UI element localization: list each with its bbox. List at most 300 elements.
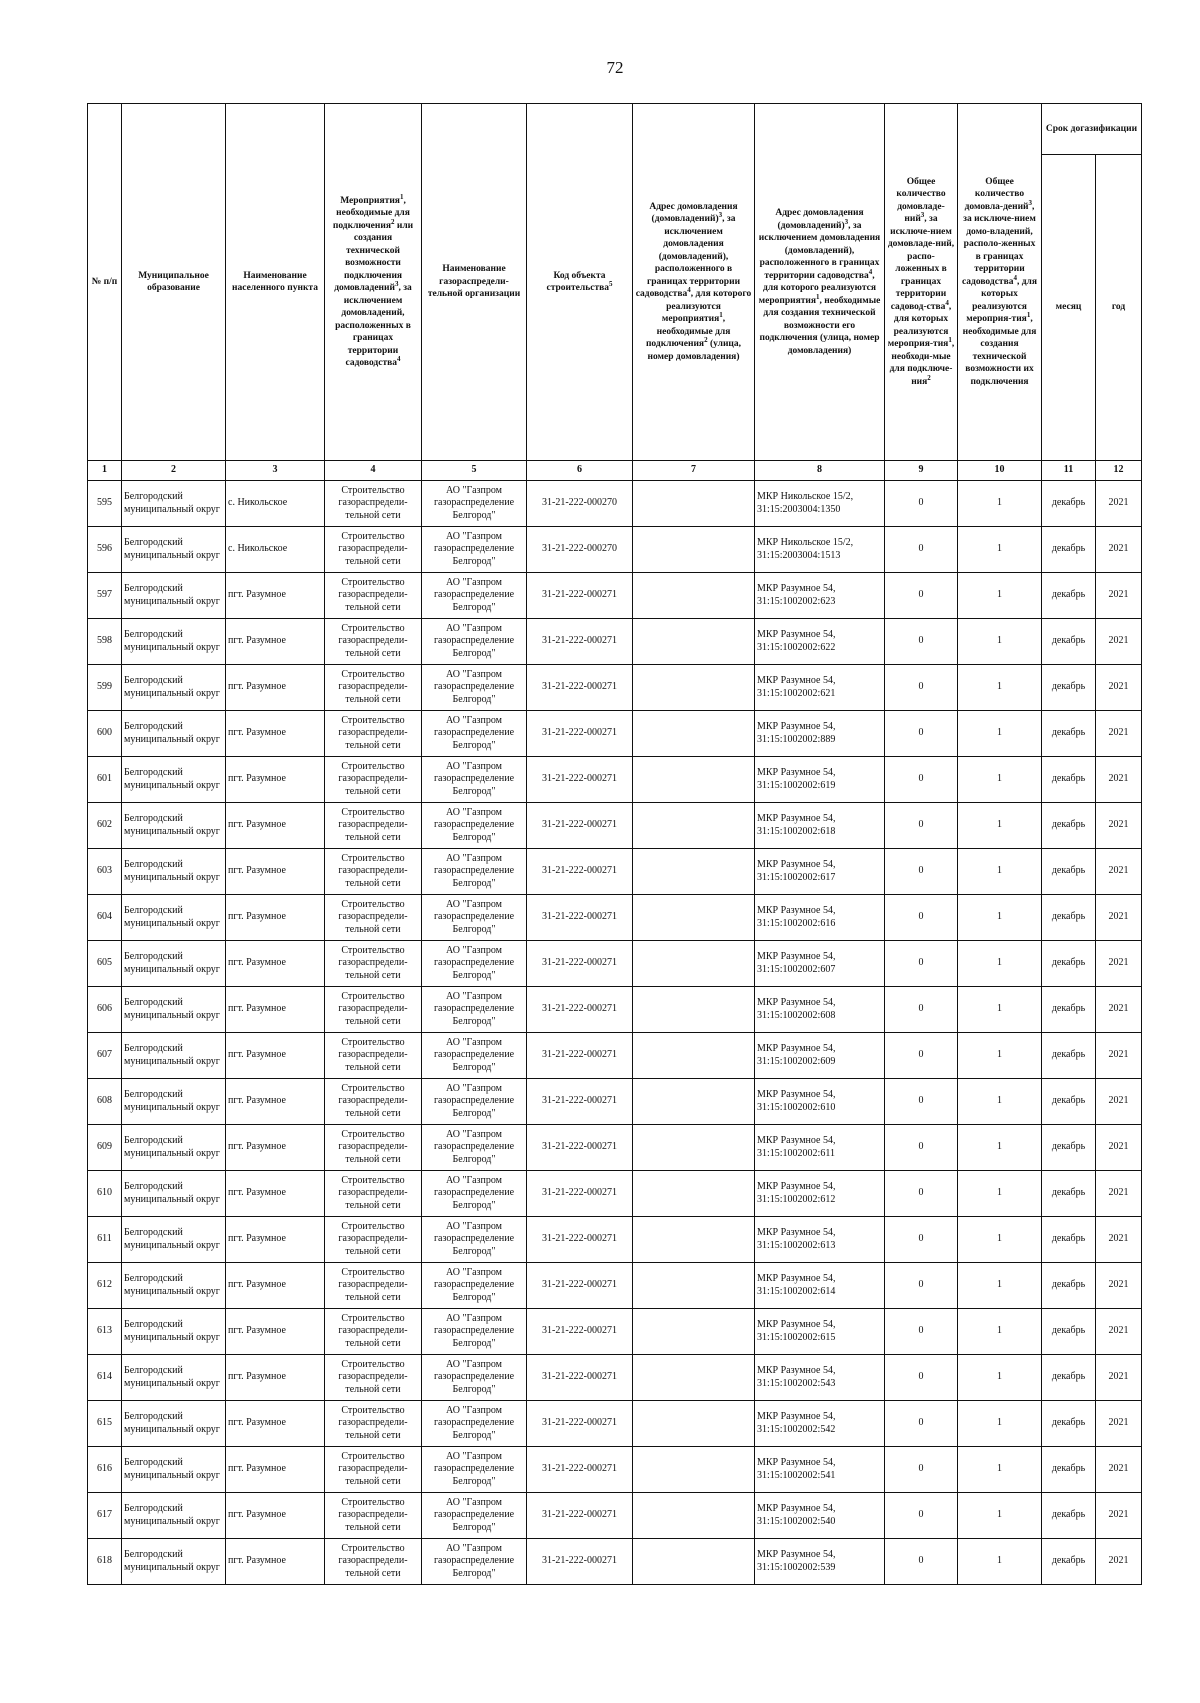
municipality-cell: Белгородский муниципальный округ <box>122 1539 226 1585</box>
total-connection-cell: 0 <box>885 1217 958 1263</box>
year-cell: 2021 <box>1096 1309 1142 1355</box>
municipality-cell: Белгородский муниципальный округ <box>122 527 226 573</box>
month-cell: декабрь <box>1042 619 1096 665</box>
object-code-cell: 31-21-222-000271 <box>527 1309 633 1355</box>
settlement-cell: пгт. Разумное <box>226 1355 325 1401</box>
organization-cell: АО "Газпром газораспределение Белгород" <box>422 665 527 711</box>
address-capability-cell: МКР Разумное 54, 31:15:1002002:617 <box>755 849 885 895</box>
measure-cell: Строительство газораспредели-тельной сети <box>325 665 422 711</box>
header-measure: Мероприятия$^1$, необходимые для подключения$^2$ или создания технической возможности подключения домовладений$^3$, за исключением домовладений, расположенных в границах территории садоводства$^4$ <box>325 104 422 461</box>
table-row <box>88 941 1142 987</box>
table-row <box>88 1447 1142 1493</box>
address-capability-cell: МКР Разумное 54, 31:15:1002002:614 <box>755 1263 885 1309</box>
address-capability-cell: МКР Разумное 54, 31:15:1002002:543 <box>755 1355 885 1401</box>
row-number: 600 <box>88 711 122 757</box>
organization-cell: АО "Газпром газораспределение Белгород" <box>422 1171 527 1217</box>
object-code-cell: 31-21-222-000271 <box>527 573 633 619</box>
address-connection-cell <box>633 1079 755 1125</box>
address-capability-cell: МКР Разумное 54, 31:15:1002002:621 <box>755 665 885 711</box>
year-cell: 2021 <box>1096 665 1142 711</box>
object-code-cell: 31-21-222-000271 <box>527 849 633 895</box>
address-connection-cell <box>633 527 755 573</box>
table-row <box>88 619 1142 665</box>
month-cell: декабрь <box>1042 1125 1096 1171</box>
municipality-cell: Белгородский муниципальный округ <box>122 1493 226 1539</box>
measure-cell: Строительство газораспредели-тельной сети <box>325 1171 422 1217</box>
municipality-cell: Белгородский муниципальный округ <box>122 481 226 527</box>
measure-cell: Строительство газораспредели-тельной сети <box>325 1401 422 1447</box>
total-connection-cell: 0 <box>885 573 958 619</box>
address-connection-cell <box>633 573 755 619</box>
municipality-cell: Белгородский муниципальный округ <box>122 1171 226 1217</box>
row-number: 615 <box>88 1401 122 1447</box>
address-connection-cell <box>633 1217 755 1263</box>
municipality-cell: Белгородский муниципальный округ <box>122 1355 226 1401</box>
total-capability-cell: 1 <box>958 711 1042 757</box>
total-capability-cell: 1 <box>958 619 1042 665</box>
settlement-cell: пгт. Разумное <box>226 1079 325 1125</box>
total-capability-cell: 1 <box>958 895 1042 941</box>
total-capability-cell: 1 <box>958 1309 1042 1355</box>
column-number: 1 <box>88 461 122 481</box>
address-connection-cell <box>633 1171 755 1217</box>
month-cell: декабрь <box>1042 941 1096 987</box>
address-capability-cell: МКР Разумное 54, 31:15:1002002:622 <box>755 619 885 665</box>
organization-cell: АО "Газпром газораспределение Белгород" <box>422 573 527 619</box>
row-number: 618 <box>88 1539 122 1585</box>
year-cell: 2021 <box>1096 1539 1142 1585</box>
month-cell: декабрь <box>1042 757 1096 803</box>
total-connection-cell: 0 <box>885 711 958 757</box>
month-cell: декабрь <box>1042 665 1096 711</box>
organization-cell: АО "Газпром газораспределение Белгород" <box>422 1125 527 1171</box>
month-cell: декабрь <box>1042 481 1096 527</box>
year-cell: 2021 <box>1096 1033 1142 1079</box>
row-number: 606 <box>88 987 122 1033</box>
municipality-cell: Белгородский муниципальный округ <box>122 803 226 849</box>
row-number: 614 <box>88 1355 122 1401</box>
table-row <box>88 987 1142 1033</box>
month-cell: декабрь <box>1042 1263 1096 1309</box>
total-capability-cell: 1 <box>958 941 1042 987</box>
total-capability-cell: 1 <box>958 665 1042 711</box>
address-capability-cell: МКР Разумное 54, 31:15:1002002:618 <box>755 803 885 849</box>
total-connection-cell: 0 <box>885 1539 958 1585</box>
settlement-cell: пгт. Разумное <box>226 1125 325 1171</box>
month-cell: декабрь <box>1042 1539 1096 1585</box>
address-connection-cell <box>633 481 755 527</box>
address-connection-cell <box>633 803 755 849</box>
object-code-cell: 31-21-222-000271 <box>527 1033 633 1079</box>
address-capability-cell: МКР Разумное 54, 31:15:1002002:539 <box>755 1539 885 1585</box>
organization-cell: АО "Газпром газораспределение Белгород" <box>422 757 527 803</box>
table-row <box>88 1033 1142 1079</box>
address-capability-cell: МКР Разумное 54, 31:15:1002002:610 <box>755 1079 885 1125</box>
total-capability-cell: 1 <box>958 1171 1042 1217</box>
measure-cell: Строительство газораспредели-тельной сети <box>325 1493 422 1539</box>
column-number: 11 <box>1042 461 1096 481</box>
table-row <box>88 1079 1142 1125</box>
organization-cell: АО "Газпром газораспределение Белгород" <box>422 1309 527 1355</box>
address-capability-cell: МКР Разумное 54, 31:15:1002002:615 <box>755 1309 885 1355</box>
address-connection-cell <box>633 895 755 941</box>
year-cell: 2021 <box>1096 481 1142 527</box>
total-capability-cell: 1 <box>958 1263 1042 1309</box>
month-cell: декабрь <box>1042 1171 1096 1217</box>
address-connection-cell <box>633 1125 755 1171</box>
year-cell: 2021 <box>1096 1217 1142 1263</box>
municipality-cell: Белгородский муниципальный округ <box>122 1309 226 1355</box>
row-number: 611 <box>88 1217 122 1263</box>
total-connection-cell: 0 <box>885 803 958 849</box>
object-code-cell: 31-21-222-000271 <box>527 711 633 757</box>
table-row <box>88 1125 1142 1171</box>
municipality-cell: Белгородский муниципальный округ <box>122 665 226 711</box>
header-address-capability: Адрес домовладения (домовладений)$^3$, за исключением домовладения (домовладений), расположенного в границах территории садоводства$^4$, для которого реализуются мероприятия$^1$, необходимые для создания технической возможности его подключения (улица, номер домовладения) <box>755 104 885 461</box>
year-cell: 2021 <box>1096 987 1142 1033</box>
column-number: 4 <box>325 461 422 481</box>
object-code-cell: 31-21-222-000271 <box>527 1355 633 1401</box>
settlement-cell: пгт. Разумное <box>226 895 325 941</box>
table-row <box>88 481 1142 527</box>
table-row <box>88 1171 1142 1217</box>
total-capability-cell: 1 <box>958 573 1042 619</box>
measure-cell: Строительство газораспредели-тельной сети <box>325 1217 422 1263</box>
table-row <box>88 665 1142 711</box>
header-year: год <box>1096 155 1142 461</box>
measure-cell: Строительство газораспредели-тельной сети <box>325 481 422 527</box>
year-cell: 2021 <box>1096 527 1142 573</box>
row-number: 609 <box>88 1125 122 1171</box>
year-cell: 2021 <box>1096 757 1142 803</box>
settlement-cell: пгт. Разумное <box>226 1309 325 1355</box>
address-capability-cell: МКР Никольское 15/2, 31:15:2003004:1350 <box>755 481 885 527</box>
table-header <box>88 104 1142 481</box>
object-code-cell: 31-21-222-000271 <box>527 803 633 849</box>
total-capability-cell: 1 <box>958 757 1042 803</box>
row-number: 598 <box>88 619 122 665</box>
address-capability-cell: МКР Разумное 54, 31:15:1002002:542 <box>755 1401 885 1447</box>
organization-cell: АО "Газпром газораспределение Белгород" <box>422 527 527 573</box>
address-capability-cell: МКР Разумное 54, 31:15:1002002:612 <box>755 1171 885 1217</box>
settlement-cell: пгт. Разумное <box>226 573 325 619</box>
address-connection-cell <box>633 1309 755 1355</box>
year-cell: 2021 <box>1096 573 1142 619</box>
header-total-connection: Общее количество домовладе-ний$^3$, за исключе-нием домовладе-ний, распо-ложенных в границах территории садовод-ства$^4$, для которых реализуются мероприя-тия$^1$, необходи-мые для подключе-ния$^2$ <box>885 104 958 461</box>
total-capability-cell: 1 <box>958 527 1042 573</box>
total-capability-cell: 1 <box>958 1447 1042 1493</box>
row-number: 597 <box>88 573 122 619</box>
year-cell: 2021 <box>1096 849 1142 895</box>
measure-cell: Строительство газораспредели-тельной сети <box>325 1539 422 1585</box>
settlement-cell: пгт. Разумное <box>226 619 325 665</box>
page-number: 72 <box>606 58 624 77</box>
measure-cell: Строительство газораспредели-тельной сети <box>325 1125 422 1171</box>
object-code-cell: 31-21-222-000271 <box>527 1263 633 1309</box>
municipality-cell: Белгородский муниципальный округ <box>122 987 226 1033</box>
municipality-cell: Белгородский муниципальный округ <box>122 1079 226 1125</box>
object-code-cell: 31-21-222-000271 <box>527 1447 633 1493</box>
address-capability-cell: МКР Никольское 15/2, 31:15:2003004:1513 <box>755 527 885 573</box>
year-cell: 2021 <box>1096 941 1142 987</box>
settlement-cell: пгт. Разумное <box>226 987 325 1033</box>
month-cell: декабрь <box>1042 987 1096 1033</box>
municipality-cell: Белгородский муниципальный округ <box>122 941 226 987</box>
address-capability-cell: МКР Разумное 54, 31:15:1002002:608 <box>755 987 885 1033</box>
year-cell: 2021 <box>1096 1355 1142 1401</box>
table-row <box>88 757 1142 803</box>
address-connection-cell <box>633 711 755 757</box>
address-capability-cell: МКР Разумное 54, 31:15:1002002:607 <box>755 941 885 987</box>
measure-cell: Строительство газораспредели-тельной сети <box>325 987 422 1033</box>
row-number: 595 <box>88 481 122 527</box>
table-row <box>88 527 1142 573</box>
settlement-cell: пгт. Разумное <box>226 941 325 987</box>
address-connection-cell <box>633 987 755 1033</box>
object-code-cell: 31-21-222-000271 <box>527 987 633 1033</box>
object-code-cell: 31-21-222-000271 <box>527 895 633 941</box>
month-cell: декабрь <box>1042 1355 1096 1401</box>
object-code-cell: 31-21-222-000271 <box>527 1539 633 1585</box>
total-connection-cell: 0 <box>885 1079 958 1125</box>
total-capability-cell: 1 <box>958 1493 1042 1539</box>
settlement-cell: пгт. Разумное <box>226 1217 325 1263</box>
settlement-cell: пгт. Разумное <box>226 757 325 803</box>
total-connection-cell: 0 <box>885 1171 958 1217</box>
total-connection-cell: 0 <box>885 1033 958 1079</box>
address-connection-cell <box>633 941 755 987</box>
month-cell: декабрь <box>1042 895 1096 941</box>
object-code-cell: 31-21-222-000270 <box>527 481 633 527</box>
address-capability-cell: МКР Разумное 54, 31:15:1002002:540 <box>755 1493 885 1539</box>
header-month: месяц <box>1042 155 1096 461</box>
table-row <box>88 1309 1142 1355</box>
row-number: 613 <box>88 1309 122 1355</box>
year-cell: 2021 <box>1096 1493 1142 1539</box>
organization-cell: АО "Газпром газораспределение Белгород" <box>422 849 527 895</box>
table-row <box>88 895 1142 941</box>
measure-cell: Строительство газораспредели-тельной сети <box>325 1079 422 1125</box>
municipality-cell: Белгородский муниципальный округ <box>122 573 226 619</box>
total-connection-cell: 0 <box>885 941 958 987</box>
measure-cell: Строительство газораспредели-тельной сети <box>325 527 422 573</box>
total-capability-cell: 1 <box>958 1079 1042 1125</box>
object-code-cell: 31-21-222-000271 <box>527 941 633 987</box>
year-cell: 2021 <box>1096 711 1142 757</box>
row-number: 607 <box>88 1033 122 1079</box>
settlement-cell: пгт. Разумное <box>226 1493 325 1539</box>
municipality-cell: Белгородский муниципальный округ <box>122 1401 226 1447</box>
address-capability-cell: МКР Разумное 54, 31:15:1002002:619 <box>755 757 885 803</box>
address-connection-cell <box>633 849 755 895</box>
measure-cell: Строительство газораспредели-тельной сети <box>325 757 422 803</box>
organization-cell: АО "Газпром газораспределение Белгород" <box>422 1263 527 1309</box>
year-cell: 2021 <box>1096 1263 1142 1309</box>
measure-cell: Строительство газораспредели-тельной сети <box>325 1309 422 1355</box>
month-cell: декабрь <box>1042 1447 1096 1493</box>
table-row <box>88 711 1142 757</box>
column-number: 10 <box>958 461 1042 481</box>
header-settlement: Наименование населенного пункта <box>226 104 325 461</box>
total-connection-cell: 0 <box>885 1355 958 1401</box>
month-cell: декабрь <box>1042 711 1096 757</box>
total-connection-cell: 0 <box>885 987 958 1033</box>
object-code-cell: 31-21-222-000270 <box>527 527 633 573</box>
organization-cell: АО "Газпром газораспределение Белгород" <box>422 987 527 1033</box>
year-cell: 2021 <box>1096 803 1142 849</box>
municipality-cell: Белгородский муниципальный округ <box>122 1217 226 1263</box>
object-code-cell: 31-21-222-000271 <box>527 1171 633 1217</box>
address-connection-cell <box>633 619 755 665</box>
organization-cell: АО "Газпром газораспределение Белгород" <box>422 941 527 987</box>
table-row <box>88 849 1142 895</box>
organization-cell: АО "Газпром газораспределение Белгород" <box>422 1493 527 1539</box>
municipality-cell: Белгородский муниципальный округ <box>122 1125 226 1171</box>
address-connection-cell <box>633 1033 755 1079</box>
total-capability-cell: 1 <box>958 1033 1042 1079</box>
month-cell: декабрь <box>1042 1493 1096 1539</box>
column-number: 5 <box>422 461 527 481</box>
row-number: 610 <box>88 1171 122 1217</box>
total-connection-cell: 0 <box>885 1447 958 1493</box>
total-connection-cell: 0 <box>885 1401 958 1447</box>
year-cell: 2021 <box>1096 1447 1142 1493</box>
column-number: 8 <box>755 461 885 481</box>
settlement-cell: пгт. Разумное <box>226 1263 325 1309</box>
row-number: 596 <box>88 527 122 573</box>
settlement-cell: пгт. Разумное <box>226 1539 325 1585</box>
total-connection-cell: 0 <box>885 757 958 803</box>
measure-cell: Строительство газораспредели-тельной сети <box>325 895 422 941</box>
municipality-cell: Белгородский муниципальный округ <box>122 757 226 803</box>
address-connection-cell <box>633 1539 755 1585</box>
month-cell: декабрь <box>1042 1217 1096 1263</box>
object-code-cell: 31-21-222-000271 <box>527 1401 633 1447</box>
total-capability-cell: 1 <box>958 987 1042 1033</box>
header-deadline: Срок догазификации <box>1042 104 1142 155</box>
row-number: 603 <box>88 849 122 895</box>
total-capability-cell: 1 <box>958 1539 1042 1585</box>
settlement-cell: пгт. Разумное <box>226 1447 325 1493</box>
settlement-cell: пгт. Разумное <box>226 711 325 757</box>
address-capability-cell: МКР Разумное 54, 31:15:1002002:611 <box>755 1125 885 1171</box>
year-cell: 2021 <box>1096 619 1142 665</box>
table-row <box>88 1539 1142 1585</box>
row-number: 608 <box>88 1079 122 1125</box>
column-number: 9 <box>885 461 958 481</box>
table-row <box>88 1263 1142 1309</box>
total-connection-cell: 0 <box>885 1263 958 1309</box>
settlement-cell: пгт. Разумное <box>226 665 325 711</box>
settlement-cell: с. Никольское <box>226 527 325 573</box>
total-connection-cell: 0 <box>885 1125 958 1171</box>
column-number: 3 <box>226 461 325 481</box>
measure-cell: Строительство газораспредели-тельной сети <box>325 803 422 849</box>
row-number: 601 <box>88 757 122 803</box>
measure-cell: Строительство газораспредели-тельной сети <box>325 1263 422 1309</box>
object-code-cell: 31-21-222-000271 <box>527 1079 633 1125</box>
row-number: 612 <box>88 1263 122 1309</box>
header-num: № п/п <box>88 104 122 461</box>
organization-cell: АО "Газпром газораспределение Белгород" <box>422 1401 527 1447</box>
address-connection-cell <box>633 1447 755 1493</box>
total-connection-cell: 0 <box>885 619 958 665</box>
column-number-row <box>88 461 1142 481</box>
row-number: 599 <box>88 665 122 711</box>
measure-cell: Строительство газораспредели-тельной сети <box>325 1447 422 1493</box>
settlement-cell: пгт. Разумное <box>226 1401 325 1447</box>
address-connection-cell <box>633 1493 755 1539</box>
gasification-table <box>87 103 1142 1585</box>
row-number: 605 <box>88 941 122 987</box>
table-row <box>88 1217 1142 1263</box>
row-number: 616 <box>88 1447 122 1493</box>
total-connection-cell: 0 <box>885 849 958 895</box>
address-connection-cell <box>633 1263 755 1309</box>
municipality-cell: Белгородский муниципальный округ <box>122 1263 226 1309</box>
settlement-cell: пгт. Разумное <box>226 1171 325 1217</box>
organization-cell: АО "Газпром газораспределение Белгород" <box>422 711 527 757</box>
address-connection-cell <box>633 757 755 803</box>
settlement-cell: с. Никольское <box>226 481 325 527</box>
month-cell: декабрь <box>1042 849 1096 895</box>
settlement-cell: пгт. Разумное <box>226 1033 325 1079</box>
year-cell: 2021 <box>1096 1171 1142 1217</box>
header-address-connection: Адрес домовладения (домовладений)$^3$, за исключением домовладения (домовладений), расположенного в границах территории садоводства$^4$, для которого реализуются мероприятия$^1$, необходимые для подключения$^2$ (улица, номер домовладения) <box>633 104 755 461</box>
total-connection-cell: 0 <box>885 481 958 527</box>
row-number: 602 <box>88 803 122 849</box>
total-capability-cell: 1 <box>958 1401 1042 1447</box>
table-row <box>88 1493 1142 1539</box>
year-cell: 2021 <box>1096 1125 1142 1171</box>
address-capability-cell: МКР Разумное 54, 31:15:1002002:616 <box>755 895 885 941</box>
year-cell: 2021 <box>1096 1401 1142 1447</box>
total-connection-cell: 0 <box>885 1309 958 1355</box>
total-connection-cell: 0 <box>885 665 958 711</box>
year-cell: 2021 <box>1096 895 1142 941</box>
address-capability-cell: МКР Разумное 54, 31:15:1002002:541 <box>755 1447 885 1493</box>
measure-cell: Строительство газораспредели-тельной сети <box>325 573 422 619</box>
municipality-cell: Белгородский муниципальный округ <box>122 1447 226 1493</box>
total-capability-cell: 1 <box>958 803 1042 849</box>
month-cell: декабрь <box>1042 1401 1096 1447</box>
measure-cell: Строительство газораспредели-тельной сети <box>325 849 422 895</box>
table-row <box>88 573 1142 619</box>
address-connection-cell <box>633 1401 755 1447</box>
total-connection-cell: 0 <box>885 527 958 573</box>
header-municipality: Муниципальное образование <box>122 104 226 461</box>
settlement-cell: пгт. Разумное <box>226 803 325 849</box>
total-capability-cell: 1 <box>958 1355 1042 1401</box>
measure-cell: Строительство газораспредели-тельной сети <box>325 619 422 665</box>
object-code-cell: 31-21-222-000271 <box>527 665 633 711</box>
total-capability-cell: 1 <box>958 481 1042 527</box>
address-connection-cell <box>633 665 755 711</box>
column-number: 2 <box>122 461 226 481</box>
address-capability-cell: МКР Разумное 54, 31:15:1002002:889 <box>755 711 885 757</box>
organization-cell: АО "Газпром газораспределение Белгород" <box>422 1539 527 1585</box>
measure-cell: Строительство газораспредели-тельной сети <box>325 941 422 987</box>
address-capability-cell: МКР Разумное 54, 31:15:1002002:609 <box>755 1033 885 1079</box>
organization-cell: АО "Газпром газораспределение Белгород" <box>422 1217 527 1263</box>
measure-cell: Строительство газораспредели-тельной сети <box>325 1033 422 1079</box>
year-cell: 2021 <box>1096 1079 1142 1125</box>
organization-cell: АО "Газпром газораспределение Белгород" <box>422 803 527 849</box>
organization-cell: АО "Газпром газораспределение Белгород" <box>422 1033 527 1079</box>
row-number: 604 <box>88 895 122 941</box>
month-cell: декабрь <box>1042 1079 1096 1125</box>
municipality-cell: Белгородский муниципальный округ <box>122 849 226 895</box>
